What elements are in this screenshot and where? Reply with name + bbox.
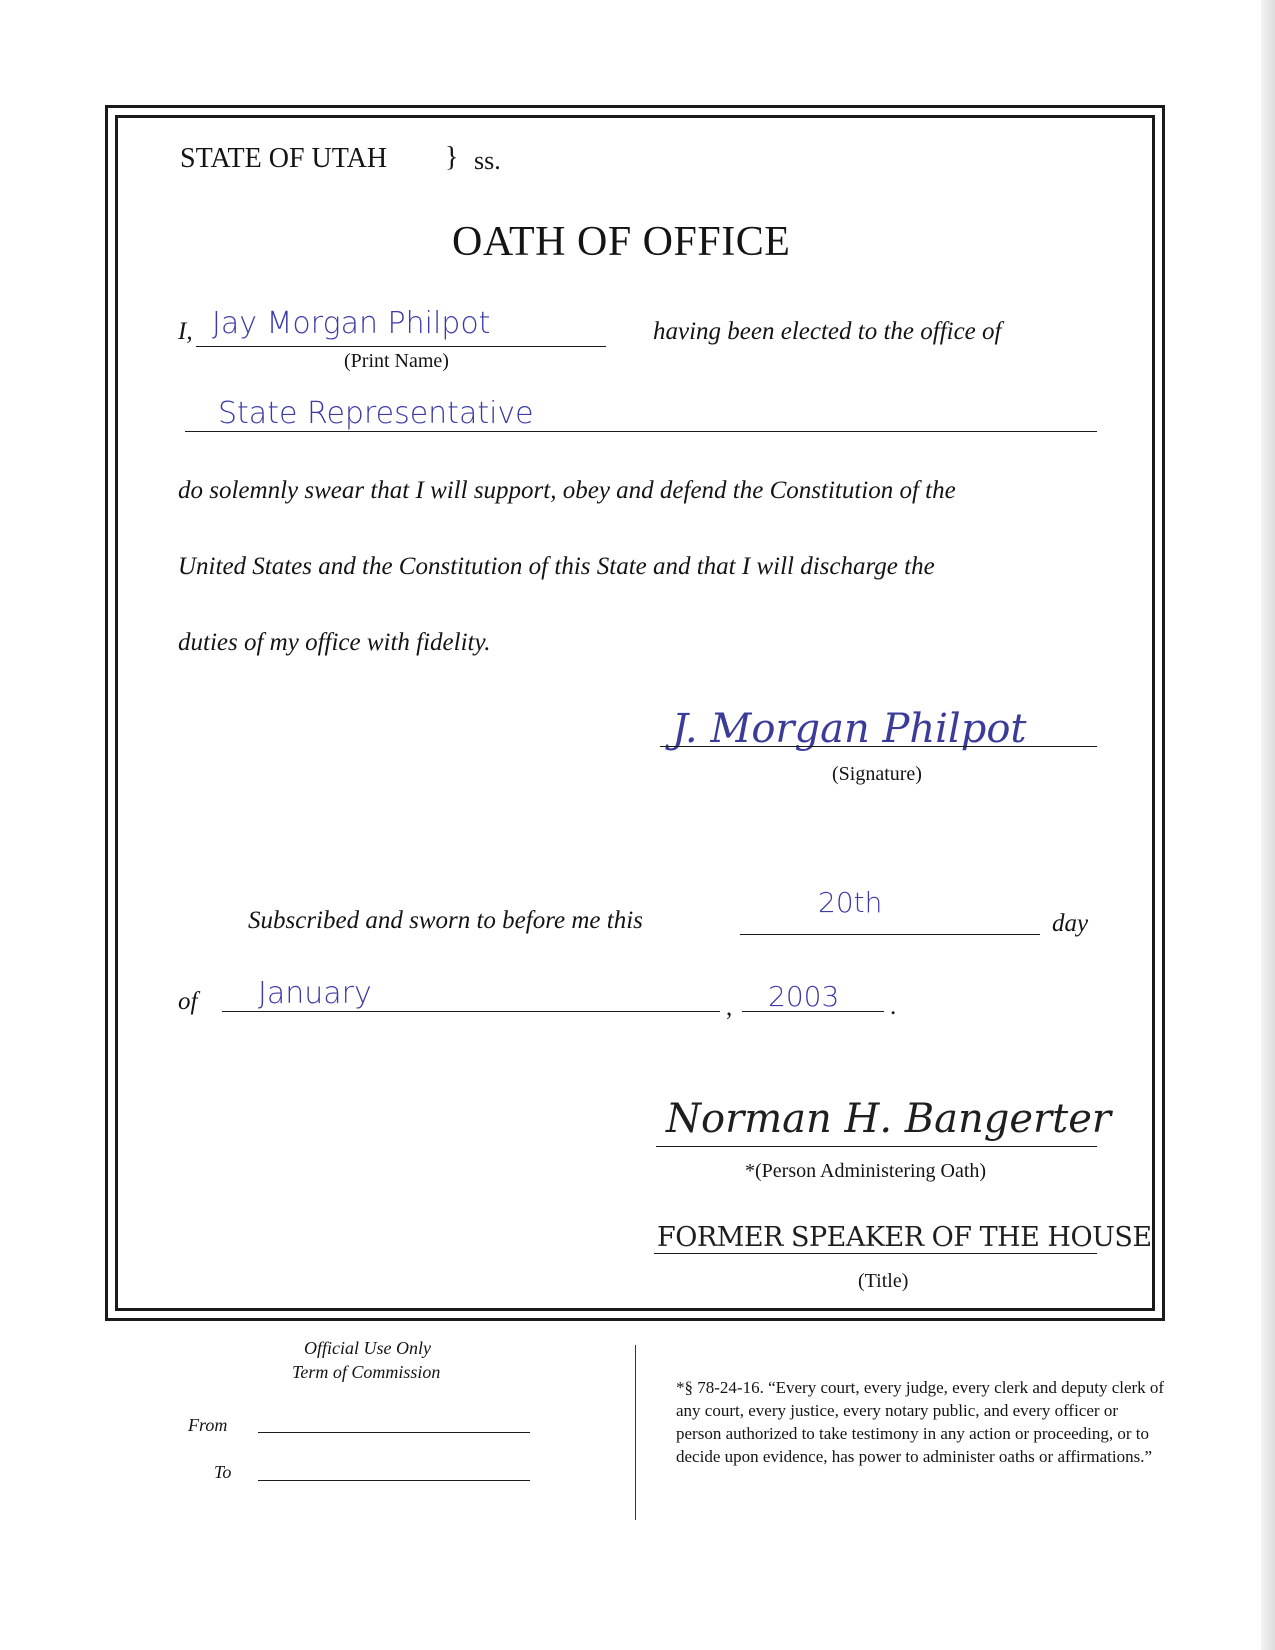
year-handwritten: 2003 — [768, 980, 840, 1013]
administrator-title-line — [654, 1253, 1097, 1254]
office-handwritten: State Representative — [218, 396, 534, 431]
official-use-heading: Official Use Only — [304, 1338, 431, 1358]
oath-prefix: I, — [178, 318, 193, 345]
state-heading: STATE OF UTAH — [180, 143, 388, 174]
page-edge — [1261, 0, 1275, 1650]
administrator-label: *(Person Administering Oath) — [745, 1160, 987, 1182]
oath-body-line-2: United States and the Constitution of this State and that I will discharge the — [178, 553, 935, 580]
office-line — [185, 431, 1097, 432]
signature-label: (Signature) — [832, 763, 922, 785]
from-line — [258, 1432, 530, 1433]
signature-handwritten: J. Morgan Philpot — [672, 706, 1027, 752]
day-line — [740, 934, 1040, 935]
ss-abbrev: ss. — [474, 146, 501, 175]
administrator-signature-line — [656, 1146, 1097, 1147]
brace: } — [445, 142, 459, 173]
year-line — [742, 1011, 884, 1012]
administrator-title-handwritten: FORMER SPEAKER OF THE HOUSE — [657, 1222, 1152, 1253]
page-title: OATH OF OFFICE — [452, 219, 791, 265]
oath-body-line-1: do solemnly swear that I will support, obey and defend the Constitution of the — [178, 477, 956, 504]
print-name-line — [196, 346, 606, 347]
day-handwritten: 20th — [818, 886, 883, 919]
print-name-handwritten: Jay Morgan Philpot — [212, 306, 491, 341]
print-name-label: (Print Name) — [344, 350, 449, 372]
footer-divider — [635, 1345, 636, 1520]
sworn-text: Subscribed and sworn to before me this — [248, 907, 643, 934]
from-label: From — [188, 1415, 228, 1435]
comma: , — [726, 994, 733, 1021]
of-label: of — [178, 988, 198, 1015]
administrator-title-label: (Title) — [858, 1270, 909, 1292]
statute-citation: *§ 78-24-16. “Every court, every judge, every clerk and deputy clerk of any court, every justice, every notary public, and every officer or person authorized to take testimony in any action or proceeding, or to decide upon evidence, has power to administer oaths or affirmations.” — [676, 1378, 1165, 1466]
signature-line — [660, 746, 1097, 747]
administrator-signature-handwritten: Norman H. Bangerter — [666, 1096, 1112, 1142]
elected-text: having been elected to the office of — [653, 318, 1002, 345]
to-line — [258, 1480, 530, 1481]
term-of-commission-heading: Term of Commission — [292, 1362, 441, 1382]
day-label: day — [1052, 910, 1089, 937]
month-handwritten: January — [258, 976, 372, 1011]
month-line — [222, 1011, 720, 1012]
oath-body-line-3: duties of my office with fidelity. — [178, 629, 491, 656]
period: . — [890, 993, 897, 1020]
to-label: To — [214, 1462, 232, 1482]
